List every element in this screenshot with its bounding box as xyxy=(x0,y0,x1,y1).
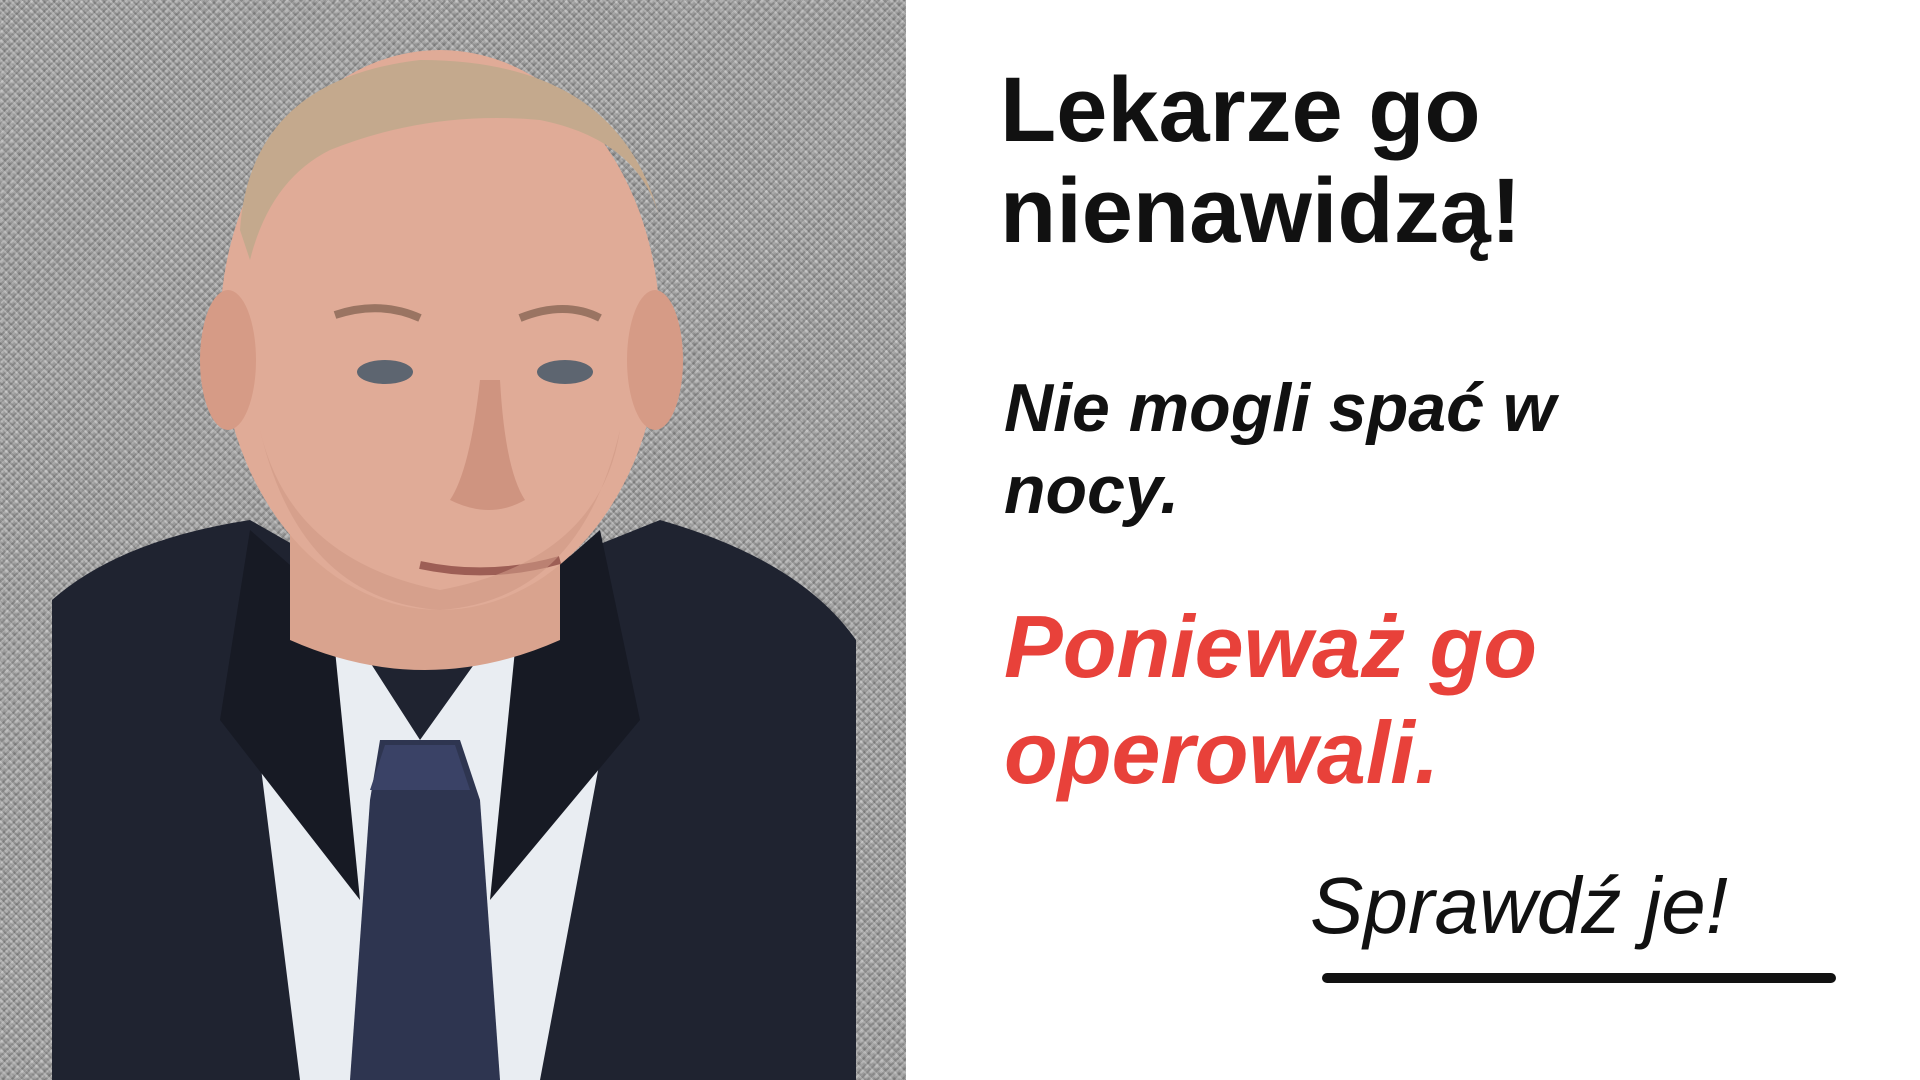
check-them-button[interactable]: Sprawdź je! xyxy=(1310,858,1728,954)
subline-line-2: nocy. xyxy=(1004,451,1180,528)
cta-underline xyxy=(1322,973,1836,983)
punchline-line-1: Ponieważ go xyxy=(1004,597,1537,696)
subline-line-1: Nie mogli spać w xyxy=(1004,370,1556,446)
punchline xyxy=(1004,594,1804,805)
left-eye xyxy=(357,360,413,384)
punchline-line-2: operowali. xyxy=(1004,702,1440,802)
photo-panel xyxy=(0,0,906,1080)
headline-line-2: nienawidzą! xyxy=(1000,160,1522,263)
text-column xyxy=(1000,0,1900,1080)
headline-line-1: Lekarze go xyxy=(1000,59,1481,161)
portrait-photo xyxy=(0,0,906,1080)
subline xyxy=(1004,368,1784,531)
right-eye xyxy=(537,360,593,384)
headline xyxy=(1000,60,1860,262)
